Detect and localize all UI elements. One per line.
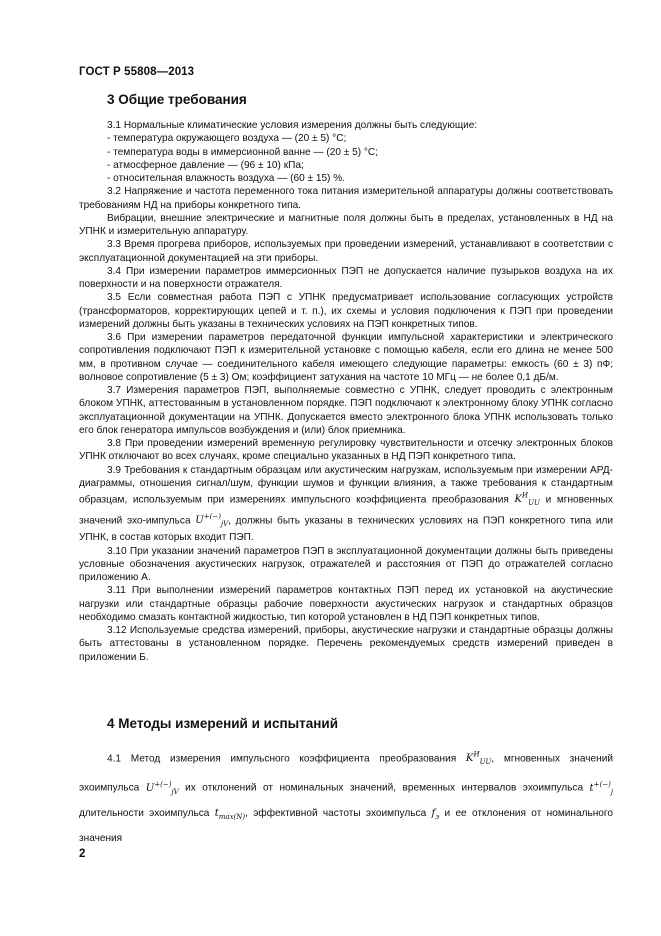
paragraph-4-1: 4.1 Метод измерения импульсного коэффициента преобразования $K^И_{UU}$, мгновенных значений эхоимпульса $U^{+(-)}_{jV}$ их отклонений от номинальных значений, временных интервалов эхоимпульса $t^{+(-)}_j$ длительности эхоимпульса $t_{max(N)}$, эффективной частоты эхоимпульса $f_э$ и ее отклонения от номинального значения <box>79 751 613 844</box>
list-item: - атмосферное давление — (96 ± 10) кПа; <box>107 159 304 171</box>
paragraph-3-4: 3.4 При измерении параметров иммерсионных ПЭП не допускается наличие пузырьков воздуха на их поверхности и на поверхности отражателя. <box>79 265 613 290</box>
paragraph-3-3: 3.3 Время прогрева приборов, используемых при проведении измерений, устанавливают в соответствии с эксплуатационной документацией на эти приборы. <box>79 239 613 264</box>
symbol-t-max: $t_{max(N)}$ <box>214 807 246 821</box>
paragraph-3-10: 3.10 При указании значений параметров ПЭП в эксплуатационной документации должны быть приведены условные обозначения акустических нагрузок, отражателей и расстояния от ПЭП до отражателей согласно приложению А. <box>79 545 613 583</box>
paragraph-3-9-part-1: 3.9 Требования к стандартным образцам или акустическим нагрузкам, используемым при измерении АРД-диаграммы, отношения сигнал/шум, функции шумов и функции влияния, а также требования к стандартным образцам, используемым при измерениях импульсного коэффициента преобразования <box>79 464 613 506</box>
page-number: 2 <box>79 848 86 860</box>
paragraph-3-5: 3.5 Если совместная работа ПЭП с УПНК предусматривает использование согласующих устройств (трансформаторов, корректирующих цепей и т. п.), их схемы и условия подключения к ПЭП при проведении измерений должны быть указаны в технических условиях на ПЭП конкретных типов. <box>79 292 613 330</box>
paragraph-3-11: 3.11 При выполнении измерений параметров контактных ПЭП перед их установкой на акустические нагрузки или стандартные образцы рабочие поверхности акустических нагрузок и стандартных образцов необходимо смазать контактной жидкостью, тип которой установлен в НД ПЭП конкретных типов. <box>79 585 613 623</box>
paragraph-3-8: 3.8 При проведении измерений временную регулировку чувствительности и отсечку электронных блоков УПНК отключают во всех случаях, кроме специально указанных в НД ПЭП конкретного типа. <box>79 438 613 463</box>
paragraph-3-9-part-2: и мгновенных значений эхо-импульса <box>79 494 613 526</box>
paragraph-vibrations: Вибрации, внешние электрические и магнитные поля должны быть в пределах, установленных в НД на УПНК и измерительную аппаратуру. <box>79 212 613 237</box>
section-3-title: 3 Общие требования <box>107 92 247 107</box>
symbol-k-uu-4: $K^И_{UU}$ <box>465 751 492 767</box>
paragraph-3-9-part-3: , должны быть указаны в технических условиях на ПЭП конкретного типа или УПНК, в состав которых входит ПЭП. <box>79 514 614 544</box>
symbol-f-e: $f_э$ <box>431 807 440 821</box>
paragraph-3-6: 3.6 При измерении параметров передаточной функции импульсной характеристики и электрического сопротивления подключают ПЭП к измерительной установке с помощью кабеля, если его длина не менее 500 мм, в противном случае — соединительного кабеля имеющего следующие параметры: емкость (60 ± 3) пФ; волновое сопротивление (5 ± 3) Ом; коэффициент затухания на частоте 10 МГц — не более 0,1 дБ/м. <box>79 332 613 383</box>
section-3-body <box>79 119 613 664</box>
paragraph-3-12: 3.12 Используемые средства измерений, приборы, акустические нагрузки и стандартные образцы должны быть аттестованы в установленном порядке. Перечень рекомендуемых средств измерений приведен в приложении Б. <box>79 625 613 663</box>
paragraph-3-1: 3.1 Нормальные климатические условия измерения должны быть следующие: <box>107 120 478 131</box>
section-4-body <box>79 744 613 850</box>
list-item: - температура окружающего воздуха — (20 ± 5) °С; <box>107 133 347 145</box>
list-item: - относительная влажность воздуха — (60 ± 15) %. <box>107 173 346 184</box>
symbol-t-j: $t^{+(-)}_j$ <box>589 780 613 796</box>
list-item: - температура воды в иммерсионной ванне — (20 ± 5) °С; <box>107 146 378 158</box>
section-4-title: 4 Методы измерений и испытаний <box>107 716 339 731</box>
paragraph-3-9 <box>79 464 613 545</box>
symbol-k-uu: $K^И_{UU}$ <box>514 492 540 508</box>
symbol-u-jv-4: $U^{+(-)}_{jV}$ <box>145 780 179 796</box>
paragraph-3-2: 3.2 Напряжение и частота переменного тока питания измерительной аппаратуры должны соответствовать требованиям НД на приборы конкретного типа. <box>79 186 613 211</box>
symbol-u-jv: $U^{+(-)}_{jV}$ <box>195 512 229 528</box>
paragraph-3-7: 3.7 Измерения параметров ПЭП, выполняемые совместно с УПНК, следует проводить с электронным блоком УПНК, аттестованным в установленном порядке. ПЭП подключают к электронному блоку УПНК согласно эксплуатационной документации на УПНК. Допускается вместо электронного блока УПНК использовать только его блок генератора импульсов возбуждения и (или) блок приемника. <box>79 385 613 436</box>
document-header: ГОСТ Р 55808—2013 <box>79 66 195 78</box>
